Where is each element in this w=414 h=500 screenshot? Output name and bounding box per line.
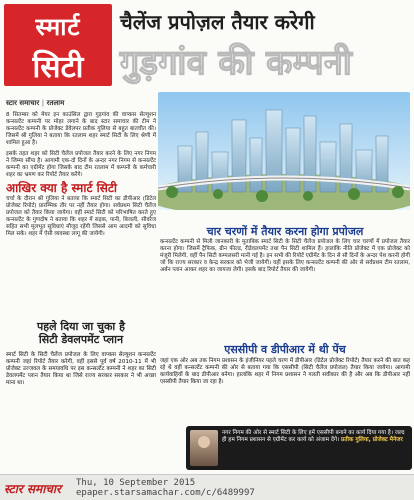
smart-city-badge	[4, 4, 112, 86]
box-title-line2: सिटी डेवलपमेंट प्लान	[38, 333, 124, 346]
subhead-smart-city: आखिर क्या है स्मार्ट सिटी	[6, 181, 118, 195]
brand-logo: स्टार समाचार	[4, 482, 61, 496]
avatar	[190, 430, 218, 466]
byline-place: रतलाम	[46, 99, 65, 107]
box-text: स्मार्ट सिटी के सिटी चैलेंज प्रपोजल के लिए वाप्कस सेल्यूशन कन्सल्टेंट कम्पनी जहां रिपोर्ट तैयार करेगी, वहीं इससे पूर्व वर्ष 2010-11 में भी प्रोजेक्ट उज्जवल के समयावधि पर इस कन्सल्टेंट कम्पनी ने शहर का सिटी डेवलपमेंट प्लान तैयार किया था जिसे राज्य सरकार सरकार ने भी अच्छा माना था।	[6, 352, 156, 386]
article-paragraph-2: इसके तहत शहर को सिटी चैलेंज प्रपोजल तैयार करने के लिए नगर निगम ने जिम्मा सौंपा है। आगामी एक-दो दिनों के अन्दर नगर निगम से कन्सल्टेंट कम्पनी का एग्रीमेंट होगा जिसके बाद टीम रतलाम में कम्पनी के कर्मचारी शहर का भ्रमण कर रिपोर्ट तैयार करेंगे।	[6, 151, 156, 178]
byline-separator: |	[41, 99, 47, 107]
section-text-pech: जहां एक ओर अब तक निगम प्रशासन के इंजीनियर पहले चरण में डीपीआर (डिटेल प्रोजेक्ट रिपोर्ट) तैयार करने की बात कह रहे थे वहीं कन्सल्टेंट कम्पनी की ओर से बताया गया कि एससीपी (सिटी चैलेंज प्रपोजल) तैयार किया जायेगा। आगामी कार्यवाहियों के बाद डीपीआर बनेगा। हालांकि शहर में निगम प्रशासन ने गलती सवीकार की है और अब कि डीपीआर नहीं एससीपी तैयार किया जा रहा है।	[160, 358, 410, 385]
headline-top: चैलेंज प्रपोज़ल तैयार करेगी	[120, 10, 315, 34]
right-column	[160, 225, 410, 278]
badge-line2: सिटी	[32, 50, 84, 85]
headline-main: गुड़गांव की कम्पनी	[120, 43, 353, 83]
section-text-char: कन्सल्टेंट कम्पनी से मिली जानकारी के मुताबिक स्मार्ट सिटी के सिटी चैलेंज प्रपोजल के लिए चार चरणों में प्रपोजल तैयार करना होगा। जिसमें ट्रैफिक, ग्रीन फील्ड, रीडेवलपमेंट तथा पैन सिटी शामिल हैं। हालांकि नीति प्रोजेक्ट में एक प्रोजेक्ट को मंजूरी मिलेगी, वहीं पैन सिटी कम्पलसरी मानी गई है। इन सभी की रिपोर्ट एग्रीमेंट के दिन से सौ दिनों के अन्दर पेश करनी होगी जो कि राज्य सरकार व केन्द्र सरकार को भेजी जायेगी। वहीं इसके लिए कन्सल्टेंट कम्पनी की ओर से सर्वप्रथम टीम रतलाम, अर्बन प्लान आकर शहर का जायजा लेगी। इसके बाद रिपोर्ट तैयार की जायेगी।	[160, 239, 410, 273]
smart-city-illustration	[158, 92, 410, 210]
box-title-line1: पहले दिया जा चुका है	[37, 320, 125, 333]
quote-text: नगर निगम की ओर से स्मार्ट सिटी के लिए हमें एससीपी बनाने का कार्य दिया गया है। जल्द ही हम निगम प्रशासन से एग्रीमेंट कर कार्य को अंजाम देंगे।	[222, 430, 405, 444]
left-column	[6, 100, 156, 242]
article-paragraph-1: 8 सितम्बर को मेयर इन काउंसिल द्वारा गुड़गांव की वाप्कस सेल्यूशन कन्सल्टेंट कम्पनी पर मोहर लगाने के बाद स्टार समाचार की टीम ने कन्सल्टेंट कम्पनी के प्रोजेक्ट डेवेलपर प्रतीक गुलिया से बहुत बातचीत की। जिसमें श्री गुलिया ने बताया कि रतलाम शहर स्मार्ट सिटी के लिए श्रेणी में शामिल हुआ है।	[6, 112, 156, 146]
badge-line1: स्मार्ट	[35, 13, 81, 41]
byline	[6, 100, 156, 107]
footer	[0, 474, 414, 500]
quote-box	[186, 426, 412, 470]
quote-text-block	[222, 430, 408, 445]
quote-name: प्रतीक गुलिया, प्रोजेक्ट मैनेजर	[341, 437, 403, 444]
publication-date: Thu, 10 September 2015	[76, 478, 196, 488]
section-title-char: चार चरणों में तैयार करना होगा प्रपोजल	[206, 225, 364, 238]
epaper-url[interactable]: epaper.starsamachar.com/c/6489997	[76, 488, 255, 498]
box-title	[6, 320, 156, 346]
byline-source: स्टार समाचार	[6, 99, 40, 107]
article-paragraph-3: चर्चा के दौरान श्री गुलिया ने बताया कि स्मार्ट सिटी का डीपीआर (डिटेल प्रोजेक्ट रिपोर्ट) प्रारम्भिक तौर पर नहीं तैयार होगा। सर्वप्रथम सिटी चैलेंज प्रपोजल को तैयार किया जायेगा। वहीं स्मार्ट सिटी को परिभाषित करते हुए कन्सल्टेंट के गुणदोष ने बताया कि शहर में सड़क, पानी, बिजली, सीवरेज सहित सभी मूलभूत सुविधाएं मौजूद रहेंगी जिससे आम आदमी को सुविधा मिल सके। शहर में ऐसी व्यवस्था लागू की जायेगी।	[6, 196, 156, 237]
section-title-pech: एससीपी व डीपीआर में थी पेंच	[224, 343, 346, 356]
